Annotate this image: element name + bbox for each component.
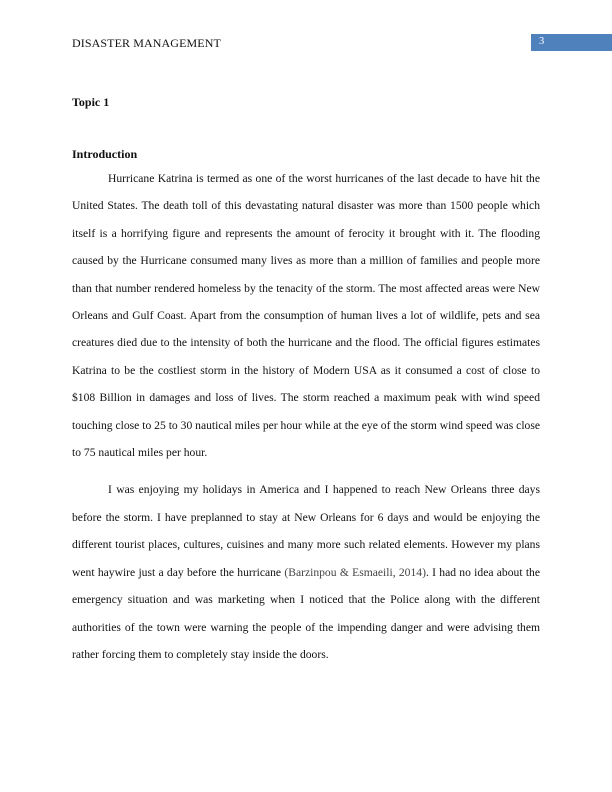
topic-heading: Topic 1	[72, 95, 110, 109]
citation: (Barzinpou & Esmaeili, 2014)	[284, 565, 426, 579]
page-number-badge: 3	[531, 34, 612, 51]
paragraph-2-text-a: I was enjoying my holidays in America and I happened to reach New Orleans three days before the storm. I have preplanned to stay at New Orleans for 6 days and would be enjoying the different tourist places, cultures, cuisines and many more such related elements. However my plans went haywire just a day before the hurricane	[72, 483, 540, 579]
section-heading: Introduction	[72, 147, 138, 161]
paragraph-2	[72, 476, 540, 668]
paragraph-2-text-b: . I had no idea about the emergency situation and was marketing when I noticed that the Police along with the different authorities of the town were warning the people of the impending danger and were advising them rather forcing them to completely stay inside the doors.	[72, 565, 540, 661]
document-body	[72, 92, 540, 668]
running-head: DISASTER MANAGEMENT	[72, 36, 221, 50]
paragraph-1: Hurricane Katrina is termed as one of the worst hurricanes of the last decade to have hit the United States. The death toll of this devastating natural disaster was more than 1500 people which itself is a horrifying figure and represents the amount of ferocity it brought with it. The flooding caused by the Hurricane consumed many lives as more than a million of families and people more than that number rendered homeless by the tenacity of the storm. The most affected areas were New Orleans and Gulf Coast. Apart from the consumption of human lives a lot of wildlife, pets and sea creatures died due to the intensity of both the hurricane and the flood. The official figures estimates Katrina to be the costliest storm in the history of Modern USA as it consumed a cost of close to $108 Billion in damages and loss of lives. The storm reached a maximum peak with wind speed touching close to 25 to 30 nautical miles per hour while at the eye of the storm wind speed was close to 75 nautical miles per hour.	[72, 172, 540, 460]
